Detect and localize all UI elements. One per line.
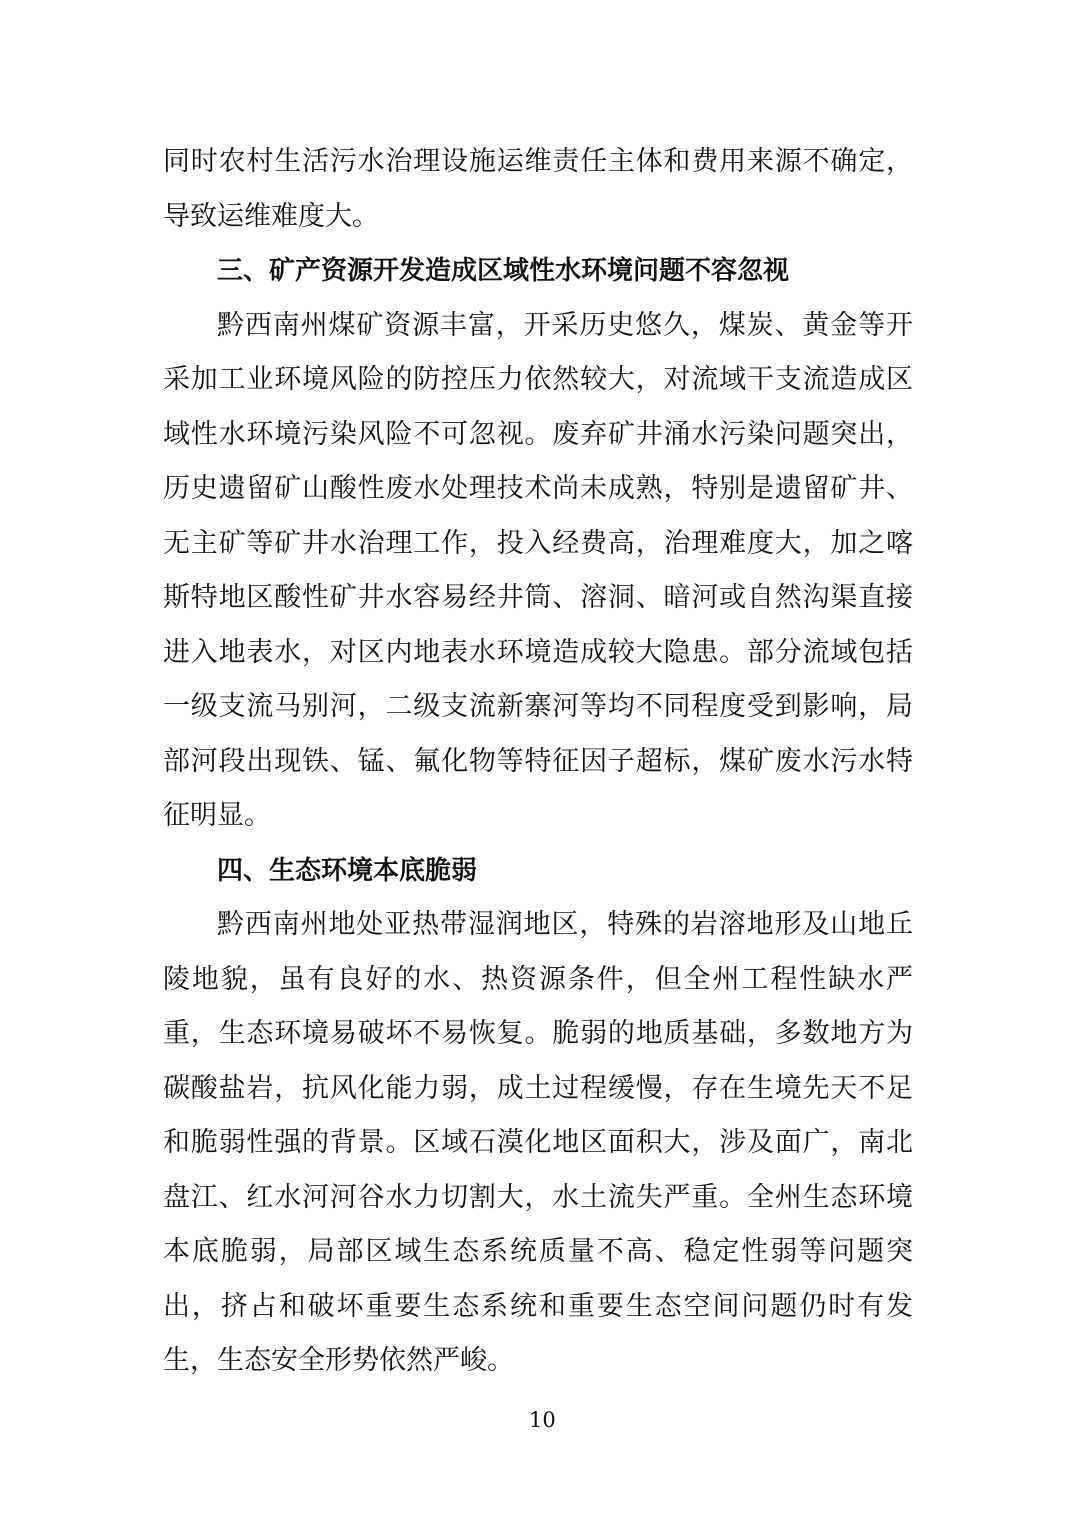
section-heading-4: 四、生态环境本底脆弱 [217, 855, 478, 886]
paragraph-continued: 同时农村生活污水治理设施运维责任主体和费用来源不确定，导致运维难度大。 [163, 146, 913, 232]
paragraph-mining: 黔西南州煤矿资源丰富，开采历史悠久，煤炭、黄金等开采加工业环境风险的防控压力依然较大，对流域干支流造成区域性水环境污染风险不可忽视。废弃矿井涌水污染问题突出，历史遗留矿山酸性废水处理技术尚未成熟，特别是遗留矿井、无主矿等矿井水治理工作，投入经费高，治理难度大，加之喀斯特地区酸性矿井水容易经井筒、溶洞、暗河或自然沟渠直接进入地表水，对区内地表水环境造成较大隐患。部分流域包括一级支流马别河，二级支流新寨河等均不同程度受到影响，局部河段出现铁、锰、氟化物等特征因子超标，煤矿废水污水特征明显。 [163, 309, 913, 831]
document-body [163, 135, 913, 1389]
paragraph-ecology: 黔西南州地处亚热带湿润地区，特殊的岩溶地形及山地丘陵地貌，虽有良好的水、热资源条件，但全州工程性缺水严重，生态环境易破坏不易恢复。脆弱的地质基础，多数地方为碳酸盐岩，抗风化能力弱，成土过程缓慢，存在生境先天不足和脆弱性强的背景。区域石漠化地区面积大，涉及面广，南北盘江、红水河河谷水力切割大，水土流失严重。全州生态环境本底脆弱，局部区域生态系统质量不高、稳定性弱等问题突出，挤占和破坏重要生态系统和重要生态空间问题仍时有发生，生态安全形势依然严峻。 [163, 909, 913, 1376]
page-number: 10 [529, 1408, 556, 1432]
section-heading-3: 三、矿产资源开发造成区域性水环境问题不容忽视 [217, 256, 790, 286]
